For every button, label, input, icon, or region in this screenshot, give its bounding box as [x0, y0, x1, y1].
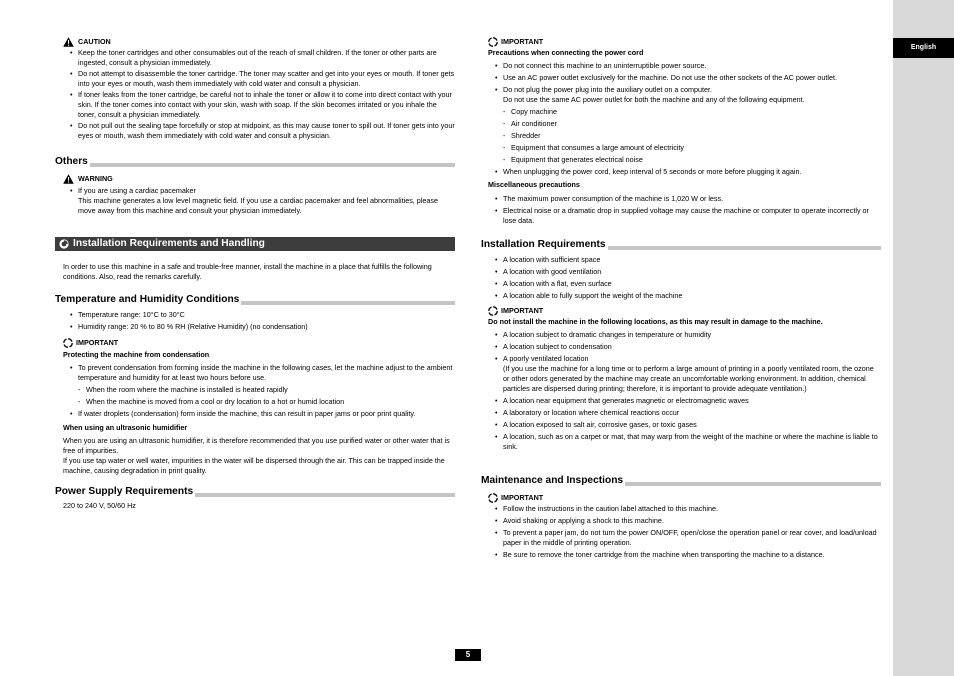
list-item: • Avoid shaking or applying a shock to this machine. — [495, 516, 881, 526]
list-item: • Do not plug the power plug into the auxiliary outlet on a computer. Do not use the same AC power outlet for both the machine and any of the following equipment. - Copy machine - Air conditioner - Shredder - Equipment that consumes a large amount of electricity - Equipment that generates electrical noise — [495, 85, 881, 165]
caution-heading — [63, 37, 455, 47]
installation-block — [481, 255, 881, 452]
subheading-power-cord: Precautions when connecting the power cord — [488, 48, 644, 57]
warning-heading — [63, 174, 455, 184]
subheading-misc: Miscellaneous precautions — [488, 180, 580, 189]
list-item: • To prevent a paper jam, do not turn the power ON/OFF, open/close the operation panel or rear cover, and load/unload paper in the middle of printing operation. — [495, 528, 881, 548]
list-item-detail: This machine generates a low level magnetic field. If you use a cardiac pacemaker and feel abnormalities, please move away from this machine and consult your physician immediately. — [78, 196, 438, 215]
warning-triangle-icon — [63, 37, 74, 47]
temperature-block — [55, 310, 455, 476]
list-item: • To prevent condensation from forming inside the machine in the following cases, let the machine adjust to the ambient temperature and humidity for at least two hours before use. - When the room where the machine is installed is heated rapidly - When the machine is moved from a cool or dry location to a hot or humid location — [70, 363, 455, 407]
dash-item: - Equipment that generates electrical noise — [503, 155, 881, 165]
important-heading: IMPORTANT — [63, 338, 455, 348]
warning-list — [70, 186, 455, 216]
important-heading: IMPORTANT — [488, 306, 881, 316]
list-item: • Humidity range: 20 % to 80 % RH (Relative Humidity) (no condensation) — [70, 322, 455, 332]
condensation-dash-list — [78, 385, 455, 407]
list-item: • When unplugging the power cord, keep interval of 5 seconds or more before plugging it again. — [495, 167, 881, 177]
warning-label: WARNING — [78, 174, 113, 183]
list-item: • A location with good ventilation — [495, 267, 881, 277]
ultrasonic-paragraph: When you are using an ultrasonic humidifier, it is therefore recommended that you use purified water or other water that is free of impurities. If you use tap water or well water, impurities in the water will be dispersed through the air. This can be trapped inside the machine, causing degradation in print quality. — [63, 436, 450, 475]
maintenance-list — [495, 504, 881, 560]
list-item: • A poorly ventilated location (If you use the machine for a long time or to perform a large amount of printing in a poorly ventilated room, the ozone or other odors generated by the machine may create an uncomfortable working environment. In addition, chemical particles are dispersed during printing; therefore, it is important to provide adequate ventilation.) — [495, 354, 881, 394]
power-supply-value: 220 to 240 V, 50/60 Hz — [63, 501, 136, 510]
caution-list — [70, 48, 455, 141]
important-heading: IMPORTANT — [488, 37, 881, 47]
list-item: • Do not attempt to disassemble the toner cartridge. The toner may scatter and get into your eyes or mouth. If toner gets into your eyes or mouth, wash them immediately with cold water and consult a physician. — [70, 69, 455, 89]
important-icon — [63, 338, 73, 348]
equipment-dash-list — [503, 107, 881, 165]
list-item: • If toner leaks from the toner cartridge, be careful not to inhale the toner or allow it to come into direct contact with your skin. If the toner comes into contact with your skin, wash with soap. If the skin becomes irritated or you inhale the toner, consult a physician immediately. — [70, 90, 455, 120]
list-item: • Electrical noise or a dramatic drop in supplied voltage may cause the machine or computer to operate incorrectly or lose data. — [495, 206, 881, 226]
list-item: • A location with sufficient space — [495, 255, 881, 265]
list-item: • Do not pull out the sealing tape forcefully or stop at midpoint, as this may cause toner to spill out. If toner gets into your eyes or mouth, wash them immediately with cold water and consult a physician. — [70, 121, 455, 141]
section-title-installation: Installation Requirements — [481, 239, 606, 250]
section-title-power-supply: Power Supply Requirements — [55, 486, 194, 497]
list-item: • Be sure to remove the toner cartridge from the machine when transporting the machine to a distance. — [495, 550, 881, 560]
misc-list — [495, 194, 881, 226]
list-item: • A location exposed to salt air, corrosive gases, or toxic gases — [495, 420, 881, 430]
condensation-list — [70, 363, 455, 419]
dash-item: - Copy machine — [503, 107, 881, 117]
list-item: • Follow the instructions in the caution label attached to this machine. — [495, 504, 881, 514]
dash-item: - When the room where the machine is installed is heated rapidly — [78, 385, 455, 395]
list-item: • A location, such as on a carpet or mat, that may warp from the weight of the machine or where the machine is liable to sink. — [495, 432, 881, 452]
temperature-list — [70, 310, 455, 332]
dash-item: - Equipment that consumes a large amount of electricity — [503, 143, 881, 153]
caution-block — [55, 37, 455, 141]
power-cord-block — [481, 37, 881, 226]
maintenance-block — [481, 493, 881, 560]
installation-list — [495, 255, 881, 301]
list-item: • Use an AC power outlet exclusively for the machine. Do not use the other sockets of the AC power outlet. — [495, 73, 881, 83]
side-strip — [893, 0, 954, 676]
gear-icon — [59, 239, 69, 249]
power-cord-list — [495, 61, 881, 177]
list-item: • The maximum power consumption of the machine is 1,020 W or less. — [495, 194, 881, 204]
important-icon — [488, 37, 498, 47]
list-item: • Do not connect this machine to an uninterruptible power source. — [495, 61, 881, 71]
important-icon — [488, 306, 498, 316]
language-tab[interactable]: English — [893, 38, 954, 58]
subheading-condensation: Protecting the machine from condensation — [63, 350, 210, 359]
install-bold-note: Do not install the machine in the following locations, as this may result in damage to the machine. — [488, 317, 823, 326]
dash-item: - Air conditioner — [503, 119, 881, 129]
list-item: • A location able to fully support the weight of the machine — [495, 291, 881, 301]
section-rule — [55, 163, 455, 167]
intro-paragraph: In order to use this machine in a safe and trouble-free manner, install the machine in a place that fulfills the following conditions. Also, read the remarks carefully. — [63, 262, 432, 281]
section-title-others: Others — [55, 156, 88, 167]
list-item: • If you are using a cardiac pacemaker This machine generates a low level magnetic field. If you use a cardiac pacemaker and feel abnormalities, please move away from this machine and consult your physician immediately. — [70, 186, 455, 216]
warning-triangle-icon — [63, 174, 74, 184]
important-heading: IMPORTANT — [488, 493, 881, 503]
important-icon — [488, 493, 498, 503]
subheading-ultrasonic: When using an ultrasonic humidifier — [63, 423, 188, 432]
list-item: • A location subject to dramatic changes in temperature or humidity — [495, 330, 881, 340]
others-warning-block — [55, 174, 455, 216]
list-item: • A location near equipment that generates magnetic or electromagnetic waves — [495, 396, 881, 406]
page-number: 5 — [455, 649, 481, 661]
caution-label: CAUTION — [78, 37, 111, 46]
section-title-maintenance: Maintenance and Inspections — [481, 475, 624, 486]
list-item: • A location subject to condensation — [495, 342, 881, 352]
bad-location-list — [495, 330, 881, 452]
list-item: • A laboratory or location where chemical reactions occur — [495, 408, 881, 418]
dash-item: - Shredder — [503, 131, 881, 141]
section-bar-installation-handling — [55, 237, 455, 251]
list-item: • Temperature range: 10°C to 30°C — [70, 310, 455, 320]
section-title-temperature: Temperature and Humidity Conditions — [55, 294, 240, 305]
list-item: • If water droplets (condensation) form inside the machine, this can result in paper jams or poor print quality. — [70, 409, 455, 419]
dash-item: - When the machine is moved from a cool or dry location to a hot or humid location — [78, 397, 455, 407]
list-item: • A location with a flat, even surface — [495, 279, 881, 289]
list-item: • Keep the toner cartridges and other consumables out of the reach of small children. If the toner or other parts are ingested, consult a physician immediately. — [70, 48, 455, 68]
section-bar-label: Installation Requirements and Handling — [73, 238, 265, 249]
